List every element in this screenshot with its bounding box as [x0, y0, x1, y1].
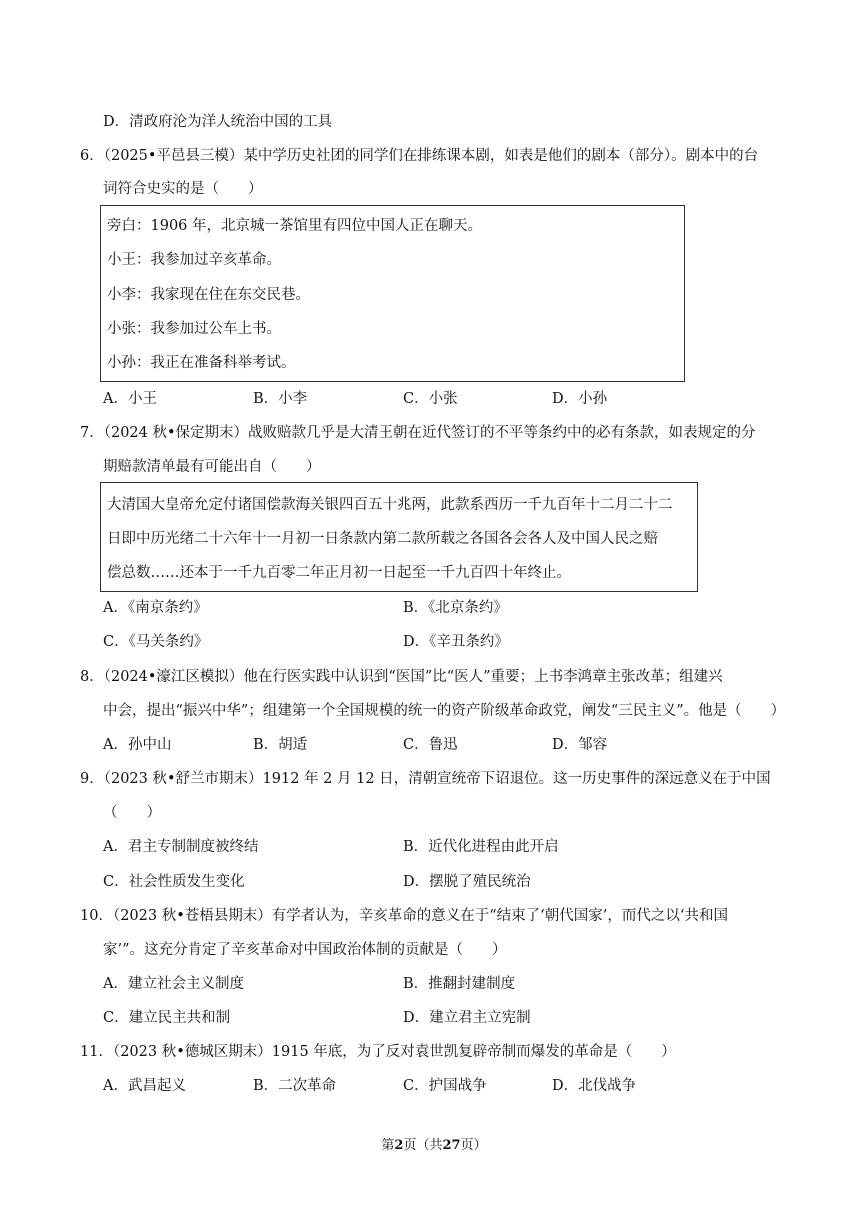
q7-option-b: B．《北京条约》: [403, 600, 508, 616]
q10-stem-line-2: 家’”。这充分肯定了辛亥革命对中国政治体制的贡献是（ ）: [103, 942, 507, 958]
footer-prefix: 第: [381, 1138, 395, 1153]
q5-option-d: D．清政府沦为洋人统治中国的工具: [103, 114, 333, 130]
q6-option-d: D．小孙: [552, 391, 608, 407]
q10-option-d: D．建立君主立宪制: [403, 1010, 531, 1026]
q10-option-b: B．推翻封建制度: [403, 976, 516, 992]
q7-quote-box: [100, 482, 698, 592]
q6-script-line: 小孙：我正在准备科举考试。: [107, 355, 296, 371]
q7-option-a: A．《南京条约》: [103, 600, 208, 616]
q7-quote-line: 偿总数……还本于一千九百零二年正月初一日起至一千九百四十年终止。: [107, 565, 571, 581]
q9-option-c: C．社会性质发生变化: [103, 874, 245, 890]
q8-stem-line-2: 中会，提出“振兴中华”；组建第一个全国规模的统一的资产阶级革命政党，阐发“三民主义”。他是（ ）: [103, 703, 786, 719]
q11-option-c: C．护国战争: [403, 1078, 487, 1094]
q9-option-d: D．摆脱了殖民统治: [403, 874, 531, 890]
q8-option-c: C．鲁迅: [403, 737, 458, 753]
q11-stem-line-1: 11．（2023 秋•德城区期末）1915 年底，为了反对袁世凯复辟帝制而爆发的革命是（ ）: [80, 1044, 676, 1060]
q6-script-line: 旁白：1906 年，北京城一茶馆里有四位中国人正在聊天。: [107, 218, 483, 234]
footer-middle: 页（共: [403, 1138, 443, 1153]
q6-option-c: C．小张: [403, 391, 458, 407]
q7-option-d: D．《辛丑条约》: [403, 634, 509, 650]
q6-stem-line-1: 6．（2025•平邑县三模）某中学历史社团的同学们在排练课本剧，如表是他们的剧本（部分）。剧本中的台: [80, 148, 759, 164]
footer-suffix: 页）: [460, 1138, 487, 1153]
q7-stem-line-2: 期赔款清单最有可能出自（ ）: [103, 459, 321, 475]
q7-quote-line: 日即中历光绪二十六年十一月初一日条款内第二款所载之各国各会各人及中国人民之赔: [107, 531, 658, 547]
q7-quote-line: 大清国大皇帝允定付诸国偿款海关银四百五十兆两，此款系西历一千九百年十二月二十二: [107, 497, 673, 513]
q9-stem-line-2: （ ）: [103, 805, 161, 821]
q7-stem-line-1: 7．（2024 秋•保定期末）战败赔款几乎是大清王朝在近代签订的不平等条约中的必有条款，如表规定的分: [80, 425, 756, 441]
q11-option-a: A．武昌起义: [103, 1078, 186, 1094]
q6-script-line: 小张：我参加过公车上书。: [107, 321, 281, 337]
q8-option-a: A．孙中山: [103, 737, 172, 753]
q9-option-a: A．君主专制制度被终结: [103, 839, 259, 855]
q7-option-c: C．《马关条约》: [103, 634, 209, 650]
q10-option-c: C．建立民主共和制: [103, 1010, 231, 1026]
q6-stem-line-2: 词符合史实的是（ ）: [103, 181, 263, 197]
q8-stem-line-1: 8．（2024•濠江区模拟）他在行医实践中认识到“医国”比“医人”重要；上书李鸿章主张改革；组建兴: [80, 669, 723, 685]
q11-option-b: B．二次革命: [253, 1078, 337, 1094]
q6-option-b: B．小李: [253, 391, 308, 407]
q9-stem-line-1: 9．（2023 秋•舒兰市期末）1912 年 2 月 12 日，清朝宣统帝下诏退位。这一历史事件的深远意义在于中国: [80, 771, 771, 787]
q6-script-box: [100, 205, 685, 382]
q6-script-line: 小王：我参加过辛亥革命。: [107, 252, 281, 268]
q6-script-line: 小李：我家现在住在东交民巷。: [107, 287, 310, 303]
q6-option-a: A．小王: [103, 391, 157, 407]
q10-option-a: A．建立社会主义制度: [103, 976, 244, 992]
q8-option-d: D．邹容: [552, 737, 608, 753]
q8-option-b: B．胡适: [253, 737, 308, 753]
footer-total-pages: 27: [442, 1138, 461, 1153]
q9-option-b: B．近代化进程由此开启: [403, 839, 559, 855]
q11-option-d: D．北伐战争: [552, 1078, 637, 1094]
page-footer: [0, 1136, 868, 1156]
q10-stem-line-1: 10．（2023 秋•苍梧县期末）有学者认为，辛亥革命的意义在于“结束了‘朝代国家’，而代之以‘共和国: [80, 908, 729, 924]
footer-page-number: 2: [394, 1138, 404, 1153]
